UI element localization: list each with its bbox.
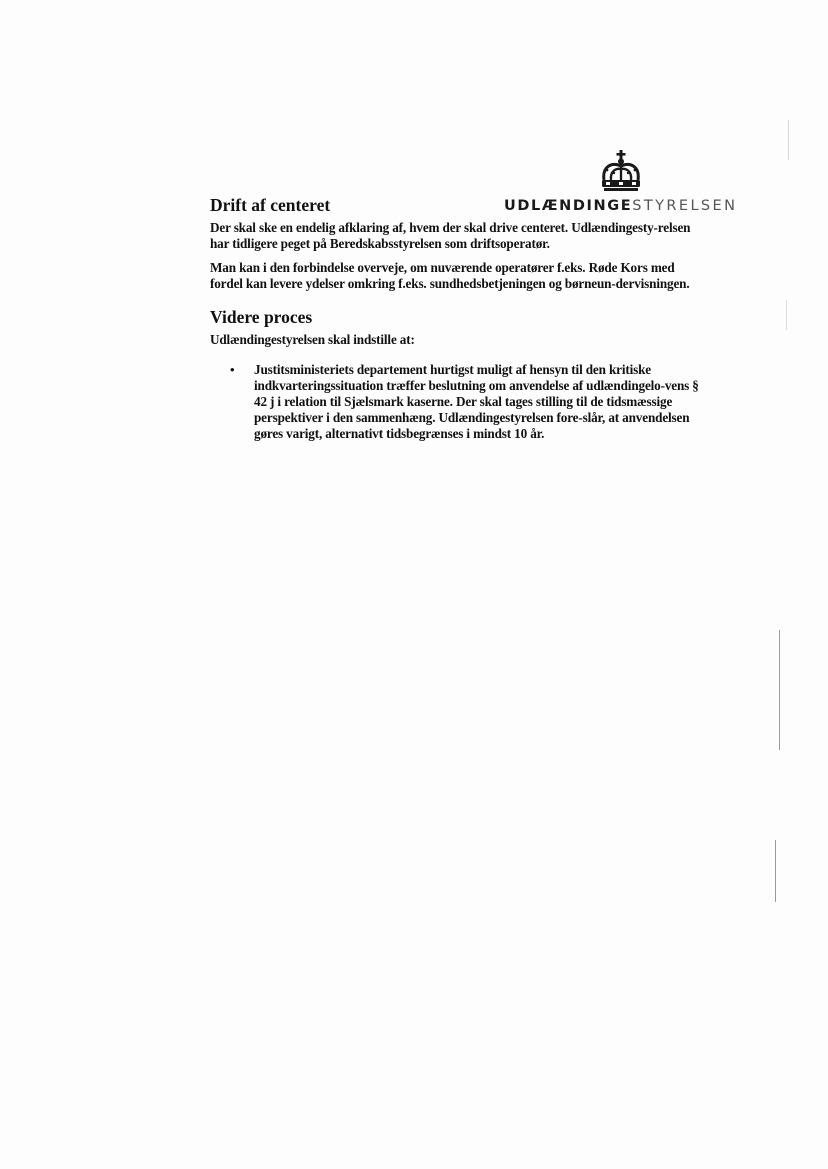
section-heading-drift: Drift af centeret — [210, 195, 331, 215]
wordmark-light: STYRELSEN — [632, 198, 738, 214]
bullet-list — [210, 362, 710, 442]
royal-crown-icon — [598, 150, 644, 192]
paragraph: Man kan i den forbindelse overveje, om nuværende operatører f.eks. Røde Kors med fordel kan levere ydelser omkring f.eks. sundhedsbetjeningen og børneun-dervisningen. — [210, 260, 690, 291]
scan-artifact-line — [786, 300, 787, 330]
scan-artifact-line — [775, 840, 776, 902]
scan-artifact-line — [779, 630, 780, 750]
paragraph: Der skal ske en endelig afklaring af, hvem der skal drive centeret. Udlændingesty-relsen har tidligere peget på Beredskabsstyrelsen som driftsoperatør. — [210, 220, 691, 251]
intro-paragraph: Udlændingestyrelsen skal indstille at: — [210, 332, 415, 347]
list-item — [210, 362, 710, 442]
document-body — [210, 194, 710, 442]
wordmark-bold: UDLÆNDINGE — [504, 198, 633, 214]
bullet-icon: • — [230, 362, 235, 377]
list-item-text: Justitsministeriets departement hurtigst muligt af hensyn til den kritiske indkvarteringssituation træffer beslutning om anvendelse af udlændingelo-vens § 42 j i relation til Sjælsmark kaserne. Der skal tages stilling til de tidsmæssige perspektiver i den sammenhæng. Udlændingestyrelsen fore-slår, at anvendelsen gøres varigt, alternativt tidsbegrænses i mindst 10 år. — [254, 362, 699, 441]
section-heading-videre-proces: Videre proces — [210, 307, 313, 327]
scan-artifact-line — [788, 120, 789, 160]
